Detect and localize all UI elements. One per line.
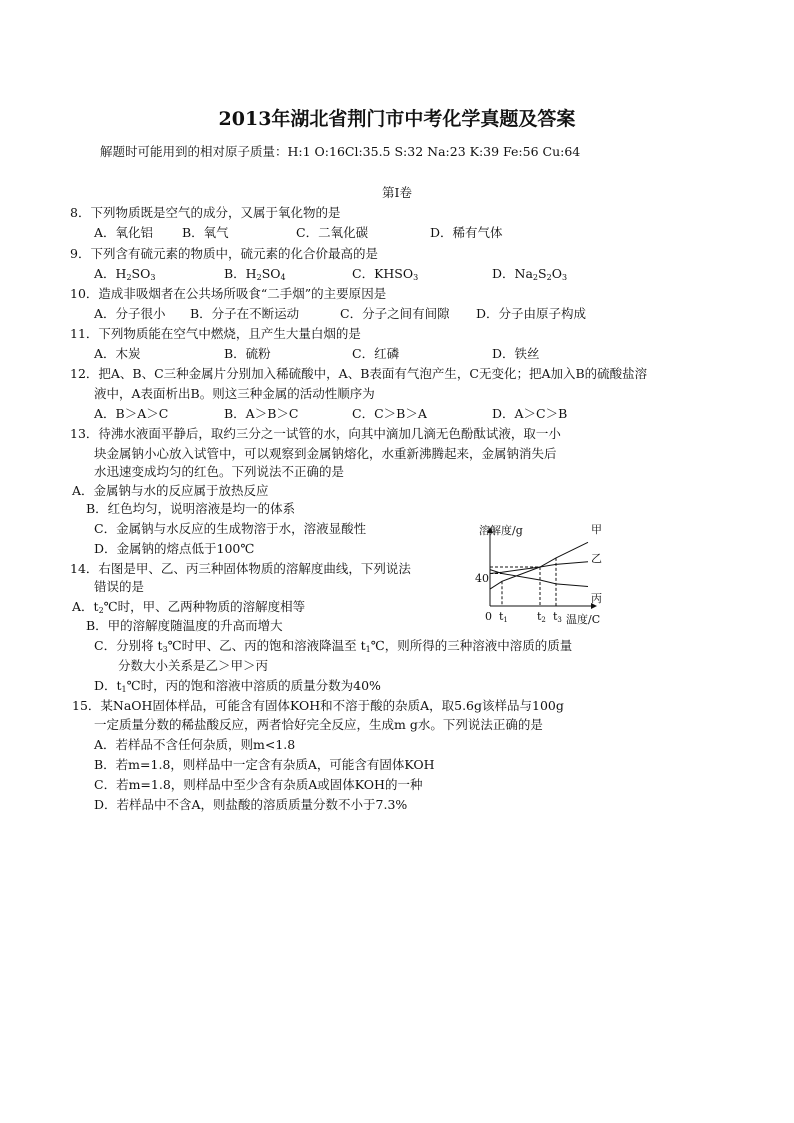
q15-option-b: B．若m=1.8，则样品中一定含有杂质A，可能含有固体KOH (94, 757, 435, 772)
q14-option-a: A．$t_2℃$时，甲、乙两种物质的溶解度相等 (72, 599, 306, 615)
q14-option-c-line1: C．分别将 $t_3℃$时甲、乙、丙的饱和溶液降温至 $t_1℃$，则所得的三种溶液中溶质的质量 (94, 638, 573, 654)
q9-option-d: D．$Na_2S_2O_3$ (492, 266, 568, 282)
q13-stem-line3: 水迅速变成均匀的红色。下列说法不正确的是 (94, 464, 345, 479)
q9-option-a: A．$H_2SO_3$ (94, 266, 156, 282)
atomic-mass-note: 解题时可能用到的相对原子质量：H:1 O:16Cl:35.5 S:32 Na:23 K:39 Fe:56 Cu:64 (100, 144, 581, 159)
q15-stem-line2: 一定质量分数的稀盐酸反应，两者恰好完全反应，生成m g水。下列说法正确的是 (94, 717, 543, 732)
q14-option-d: D．$t_1℃$时，丙的饱和溶液中溶质的质量分数为40% (94, 678, 381, 694)
q13-option-c: C．金属钠与水反应的生成物溶于水，溶液显酸性 (94, 521, 367, 536)
q11-option-a: A．木炭 (94, 346, 141, 361)
q14-stem-line1: 14．右图是甲、乙、丙三种固体物质的溶解度曲线，下列说法 (70, 561, 411, 576)
q8-option-b: B．氧气 (182, 225, 229, 240)
q9-option-c: C．$KHSO_3$ (352, 266, 419, 282)
q11-option-d: D．铁丝 (492, 346, 540, 361)
y-axis-label: 溶解度/g (479, 524, 523, 537)
q15-option-d: D．若样品中不含A，则盐酸的溶质质量分数不小于7.3% (94, 797, 408, 812)
q14-option-b: B．甲的溶解度随温度的升高而增大 (86, 618, 283, 633)
q12-option-c: C．C＞B＞A (352, 406, 427, 421)
q11-option-b: B．硫粉 (224, 346, 271, 361)
q13-option-a: A．金属钠与水的反应属于放热反应 (72, 483, 269, 498)
q13-stem-line1: 13．待沸水液面平静后，取约三分之一试管的水，向其中滴加几滴无色酚酞试液，取一小 (70, 426, 561, 441)
q15-option-c: C．若m=1.8，则样品中至少含有杂质A或固体KOH的一种 (94, 777, 423, 792)
x-axis-label: 温度/C (566, 613, 601, 626)
solubility-chart (470, 522, 620, 626)
q10-option-c: C．分子之间有间隙 (340, 306, 450, 321)
y-tick-label: 40 (475, 572, 489, 585)
origin-label: 0 (485, 610, 492, 623)
q8-option-c: C．二氧化碳 (296, 225, 369, 240)
q8-option-d: D．稀有气体 (430, 225, 503, 240)
q13-option-b: B．红色均匀，说明溶液是均一的体系 (86, 501, 296, 516)
q12-option-a: A．B＞A＞C (94, 406, 169, 421)
q14-stem-line2: 错误的是 (94, 579, 145, 594)
series-label-3: 丙 (591, 592, 602, 605)
x-tick-label: t3 (553, 610, 562, 624)
q11-stem: 11．下列物质能在空气中燃烧，且产生大量白烟的是 (70, 326, 361, 341)
q9-option-b: B．$H_2SO_4$ (224, 266, 286, 282)
section-heading: 第Ⅰ卷 (382, 185, 412, 200)
series-label-1: 甲 (591, 523, 602, 536)
page-title: 2013年湖北省荆门市中考化学真题及答案 (218, 108, 576, 130)
q8-option-a: A．氧化铝 (94, 225, 154, 240)
q15-option-a: A．若样品不含任何杂质，则m<1.8 (94, 737, 296, 752)
q12-stem-line2: 液中，A表面析出B。则这三种金属的活动性顺序为 (94, 386, 375, 401)
q13-option-d: D．金属钠的熔点低于100℃ (94, 541, 255, 556)
q12-option-b: B．A＞B＞C (224, 406, 299, 421)
q10-option-b: B．分子在不断运动 (190, 306, 300, 321)
q10-stem: 10．造成非吸烟者在公共场所吸食“二手烟”的主要原因是 (70, 286, 387, 301)
x-tick-label: t2 (537, 610, 546, 624)
q14-option-c-line2: 分数大小关系是乙＞甲＞丙 (118, 658, 269, 673)
q10-option-d: D．分子由原子构成 (476, 306, 587, 321)
series-label-2: 乙 (591, 552, 602, 565)
q12-option-d: D．A＞C＞B (492, 406, 568, 421)
q8-stem: 8．下列物质既是空气的成分，又属于氧化物的是 (70, 205, 341, 220)
x-tick-label: t1 (499, 610, 508, 624)
curve-series-1 (490, 542, 588, 589)
q13-stem-line2: 块金属钠小心放入试管中，可以观察到金属钠熔化，水重新沸腾起来，金属钠消失后 (94, 446, 557, 461)
q11-option-c: C．红磷 (352, 346, 400, 361)
q15-stem-line1: 15．某NaOH固体样品，可能含有固体KOH和不溶于酸的杂质A，取5.6g该样品与100g (72, 698, 564, 713)
q9-stem: 9．下列含有硫元素的物质中，硫元素的化合价最高的是 (70, 246, 378, 261)
q12-stem-line1: 12．把A、B、C三种金属片分别加入稀硫酸中，A、B表面有气泡产生，C无变化；把A加入B的硫酸盐溶 (70, 366, 648, 381)
q10-option-a: A．分子很小 (94, 306, 166, 321)
